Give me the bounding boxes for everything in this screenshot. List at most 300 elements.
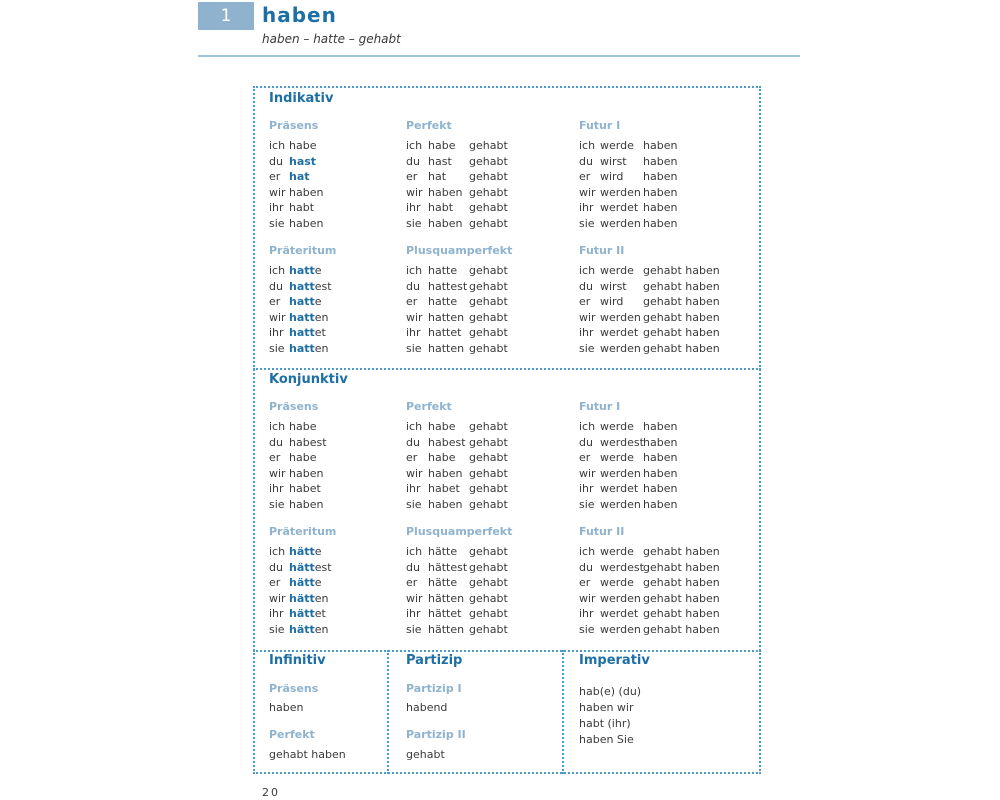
conjugation-row [406,606,576,622]
pronoun: ich [579,545,596,558]
partizip-1: habend [406,701,448,714]
participle-form: gehabt haben [643,607,720,621]
verb-stem: hatt [289,295,315,309]
verb-stem: hätt [289,591,315,605]
section-divider-nonfinite [253,650,761,652]
conjugation-row [579,575,749,591]
infinitiv-praesens: haben [269,701,304,714]
participle-form: gehabt [469,591,508,605]
verb-stem: hätt [289,560,315,574]
participle-form: gehabt [469,420,508,433]
participle-form: gehabt [469,545,508,558]
verb-form: hatten [428,310,465,324]
infinitiv-perfekt: gehabt haben [269,748,346,761]
pronoun: ihr [579,201,594,215]
pronoun: du [269,435,283,449]
verb-form: habt [289,201,315,215]
partizip-2: gehabt [406,748,445,761]
pronoun: du [406,435,420,449]
pronoun: du [269,154,283,168]
verb-ending: e [314,264,322,277]
participle-form: gehabt [469,185,508,199]
verb-form: hätten [428,622,465,636]
conjugation-row [406,310,576,326]
verb-stem: hatt [289,310,315,324]
verb-form: werdest [600,560,644,574]
participle-form: gehabt [469,264,508,277]
konjunktiv-futur2-forms [579,544,749,638]
participle-form: gehabt [469,279,508,293]
verb-form: werden [600,497,641,511]
verb-form: werdet [600,326,639,340]
participle-form: gehabt [469,435,508,449]
pronoun: ihr [579,607,594,621]
conjugation-row [579,263,749,279]
verb-form: haben [428,185,463,199]
pronoun: sie [406,216,422,230]
tense-label-plusquamperfekt: Plusquamperfekt [406,244,513,257]
conjugation-row [579,544,749,560]
participle-form: haben [643,201,678,215]
pronoun: ich [579,264,596,277]
verb-ending: et [314,607,326,621]
pronoun: er [269,295,281,309]
pronoun: du [406,154,420,168]
participle-form: gehabt haben [643,560,720,574]
pronoun: er [579,451,591,465]
pronoun: ihr [406,201,421,215]
verb-ending: en [314,622,329,636]
participle-form: gehabt [469,341,508,355]
verb-stem: hatt [289,279,315,293]
verb-form: hast [428,154,452,168]
verb-form: haben [289,185,324,199]
verb-form: werden [600,310,641,324]
tense-label-futur1: Futur I [579,400,621,413]
verb-ending: e [314,545,322,558]
imperativ-form: haben wir [579,701,634,714]
pronoun: wir [269,310,286,324]
section-divider-konjunktiv [253,368,761,370]
participle-form: gehabt [469,466,508,480]
verb-form: werde [600,451,634,465]
verb-form [289,341,329,357]
verb-form: habe [428,139,456,152]
verb-form: haben [289,497,324,511]
pronoun: wir [406,591,423,605]
konjunktiv-plusquamperfekt-forms [406,544,576,638]
tense-label: Präsens [269,682,319,695]
conjugation-row [579,560,749,576]
tense-label-praesens: Präsens [269,119,319,132]
verb-form [289,560,332,576]
verb-form [289,279,332,295]
verb-form: hast [289,154,317,168]
participle-form: gehabt haben [643,310,720,324]
verb-form: haben [428,216,463,230]
pronoun: wir [406,466,423,480]
verb-ending: e [314,295,322,309]
pronoun: sie [579,341,595,355]
participle-form: haben [643,451,678,465]
tense-label-perfekt: Perfekt [406,400,452,413]
verb-form [289,294,322,310]
pronoun: du [406,279,420,293]
verb-stem: hätt [289,545,315,558]
conjugation-row [579,435,749,451]
conjugation-row [406,263,576,279]
pronoun: ich [579,139,596,152]
indikativ-perfekt-forms [406,138,576,232]
pronoun: wir [406,185,423,199]
conjugation-row [579,606,749,622]
participle-form: gehabt haben [643,591,720,605]
verb-ending: est [314,279,332,293]
verb-form: haben [428,497,463,511]
verb-form: werden [600,622,641,636]
verb-stem: hätt [289,607,315,621]
verb-form: werdet [600,482,639,496]
indikativ-plusquamperfekt-forms [406,263,576,357]
verb-form: haben [289,466,324,480]
mood-indikativ: Indikativ [269,91,334,106]
verb-stem: hatt [289,341,315,355]
pronoun: du [579,560,593,574]
verb-form: werde [600,576,634,590]
pronoun: ich [579,420,596,433]
pronoun: sie [579,622,595,636]
verb-form: werden [600,466,641,480]
pronoun: wir [579,591,596,605]
conjugation-row [406,185,576,201]
participle-form: gehabt haben [643,341,720,355]
pronoun: sie [269,622,285,636]
column-divider-1 [387,650,389,774]
pronoun: ihr [269,201,284,215]
participle-form: gehabt [469,482,508,496]
conjugation-row [406,622,576,638]
pronoun: ihr [579,326,594,340]
verb-form: haben [289,216,324,230]
tense-label-futur1: Futur I [579,119,621,132]
imperativ-form: habt (ihr) [579,717,631,730]
participle-form: haben [643,216,678,230]
verb-form: wirst [600,154,627,168]
pronoun: ich [269,264,286,277]
conjugation-row [579,185,749,201]
participle-form: gehabt [469,622,508,636]
conjugation-row [579,169,749,185]
participle-form: haben [643,185,678,199]
conjugation-row [579,419,749,435]
pronoun: ihr [269,326,284,340]
participle-form: gehabt [469,607,508,621]
participle-form: gehabt [469,170,508,184]
verb-form [289,622,329,638]
verb-form: habe [289,451,317,465]
pronoun: du [579,435,593,449]
conjugation-row [406,341,576,357]
tense-label-praesens: Präsens [269,400,319,413]
pronoun: sie [269,497,285,511]
verb-form: werden [600,185,641,199]
verb-ending: en [314,341,329,355]
pronoun: ich [406,545,423,558]
konjunktiv-perfekt-forms [406,419,576,513]
tense-label-futur2: Futur II [579,244,625,257]
participle-form: haben [643,139,678,152]
pronoun: du [406,560,420,574]
pronoun: ihr [406,607,421,621]
pronoun: wir [579,185,596,199]
participle-form: gehabt [469,295,508,309]
participle-form: haben [643,497,678,511]
conjugation-row [579,294,749,310]
verb-form: hättet [428,607,462,621]
pronoun: ich [406,420,423,433]
pronoun: wir [579,310,596,324]
conjugation-row [579,497,749,513]
pronoun: sie [406,341,422,355]
verb-form: werde [600,545,634,558]
verb-form: werden [600,341,641,355]
conjugation-row [406,450,576,466]
verb-form: hättest [428,560,468,574]
pronoun: wir [269,466,286,480]
page-number: 20 [262,786,280,799]
page-title: haben [262,3,337,27]
participle-form: gehabt [469,326,508,340]
pronoun: er [579,576,591,590]
conjugation-row [579,591,749,607]
conjugation-row [406,419,576,435]
verb-stem: hatt [289,326,315,340]
pronoun: sie [269,216,285,230]
tense-label: Partizip I [406,682,462,695]
verb-form: hat [289,170,310,184]
verb-form: werdet [600,201,639,215]
conjugation-row [406,216,576,232]
pronoun: er [406,451,418,465]
mood-konjunktiv: Konjunktiv [269,372,348,387]
verb-ending: en [314,591,329,605]
pronoun: ich [269,545,286,558]
verb-form: werde [600,420,634,433]
tense-label-praeteritum: Präteritum [269,525,337,538]
conjugation-row [579,341,749,357]
pronoun: du [579,279,593,293]
verb-form: habet [289,482,321,496]
verb-form: hat [428,170,447,184]
participle-form: gehabt [469,201,508,215]
conjugation-row [579,200,749,216]
verb-form: hattest [428,279,468,293]
verb-form [289,575,322,591]
imperativ-form: hab(e) (du) [579,685,642,698]
verb-form: habe [289,420,317,433]
participle-form: gehabt [469,497,508,511]
indikativ-futur1-forms [579,138,749,232]
verb-form: hätte [428,545,458,558]
verb-form: habe [428,451,456,465]
verb-form: werdet [600,607,639,621]
column-divider-2 [562,650,564,774]
participle-form: haben [643,154,678,168]
tense-label-perfekt: Perfekt [406,119,452,132]
mood-infinitiv: Infinitiv [269,653,326,668]
pronoun: er [406,576,418,590]
conjugation-row [406,544,576,560]
verb-ending: e [314,576,322,590]
verb-form: werden [600,591,641,605]
pronoun: er [406,170,418,184]
participle-form: haben [643,482,678,496]
participle-form: gehabt haben [643,576,720,590]
conjugation-row [579,622,749,638]
participle-form: haben [643,170,678,184]
pronoun: er [406,295,418,309]
pronoun: du [269,560,283,574]
pronoun: er [579,295,591,309]
verb-form: hattet [428,326,462,340]
tense-label: Perfekt [269,728,315,741]
tense-label-praeteritum: Präteritum [269,244,337,257]
verb-form [289,591,329,607]
verb-form: hätten [428,591,465,605]
mood-imperativ: Imperativ [579,653,650,668]
pronoun: sie [406,497,422,511]
verb-form: habe [289,139,317,152]
pronoun: ihr [269,482,284,496]
participle-form: gehabt [469,576,508,590]
verb-form [289,544,322,560]
participle-form: gehabt haben [643,545,720,558]
pronoun: sie [579,216,595,230]
pronoun: ihr [269,607,284,621]
header-divider [198,55,800,57]
participle-form: gehabt haben [643,326,720,340]
verb-form: werde [600,264,634,277]
conjugation-row [579,279,749,295]
participle-form: gehabt haben [643,279,720,293]
verb-form: hatte [428,264,458,277]
participle-form: haben [643,420,678,433]
verb-form [289,263,322,279]
tense-label: Partizip II [406,728,466,741]
verb-form: werde [600,139,634,152]
pronoun: wir [269,591,286,605]
conjugation-row [579,216,749,232]
conjugation-row [579,450,749,466]
conjugation-row [406,169,576,185]
verb-form: habest [428,435,466,449]
tense-label-plusquamperfekt: Plusquamperfekt [406,525,513,538]
principal-parts: haben – hatte – gehabt [262,32,401,46]
pronoun: er [269,170,281,184]
conjugation-row [406,435,576,451]
verb-form: wirst [600,279,627,293]
participle-form: gehabt [469,451,508,465]
indikativ-futur2-forms [579,263,749,357]
verb-ending: est [314,560,332,574]
pronoun: wir [269,185,286,199]
pronoun: ich [406,264,423,277]
verb-form [289,325,326,341]
verb-form: habe [428,420,456,433]
participle-form: haben [643,435,678,449]
pronoun: sie [579,497,595,511]
conjugation-row [579,325,749,341]
pronoun: wir [406,310,423,324]
participle-form: gehabt [469,139,508,152]
participle-form: gehabt haben [643,622,720,636]
verb-form: wird [600,170,624,184]
participle-form: haben [643,466,678,480]
conjugation-row [406,154,576,170]
conjugation-row [579,138,749,154]
mood-partizip: Partizip [406,653,463,668]
participle-form: gehabt haben [643,295,720,309]
verb-form [289,310,329,326]
participle-form: gehabt [469,310,508,324]
conjugation-row [406,279,576,295]
conjugation-row [406,575,576,591]
verb-ending: en [314,310,329,324]
verb-form [289,606,326,622]
verb-ending: et [314,326,326,340]
pronoun: wir [579,466,596,480]
verb-form: habet [428,482,460,496]
conjugation-row [406,560,576,576]
verb-stem: hatt [289,264,315,277]
verb-form: werden [600,216,641,230]
konjunktiv-futur1-forms [579,419,749,513]
pronoun: sie [406,622,422,636]
verb-number-badge: 1 [198,2,254,30]
participle-form: gehabt [469,154,508,168]
conjugation-row [406,138,576,154]
conjugation-row [406,294,576,310]
pronoun: ihr [406,326,421,340]
verb-form: hatten [428,341,465,355]
conjugation-row [579,310,749,326]
conjugation-row [579,154,749,170]
pronoun: ihr [579,482,594,496]
participle-form: gehabt [469,560,508,574]
verb-form: habest [289,435,327,449]
conjugation-row [406,466,576,482]
participle-form: gehabt haben [643,264,720,277]
pronoun: du [579,154,593,168]
verb-form: haben [428,466,463,480]
pronoun: sie [269,341,285,355]
pronoun: er [269,451,281,465]
conjugation-row [579,466,749,482]
pronoun: du [269,279,283,293]
pronoun: er [269,576,281,590]
conjugation-row [579,481,749,497]
pronoun: ihr [406,482,421,496]
verb-form: hatte [428,295,458,309]
conjugation-row [406,481,576,497]
conjugation-row [406,591,576,607]
verb-form: hätte [428,576,458,590]
conjugation-row [406,497,576,513]
verb-stem: hätt [289,622,315,636]
verb-form: habt [428,201,454,215]
verb-stem: hätt [289,576,315,590]
conjugation-row [406,200,576,216]
